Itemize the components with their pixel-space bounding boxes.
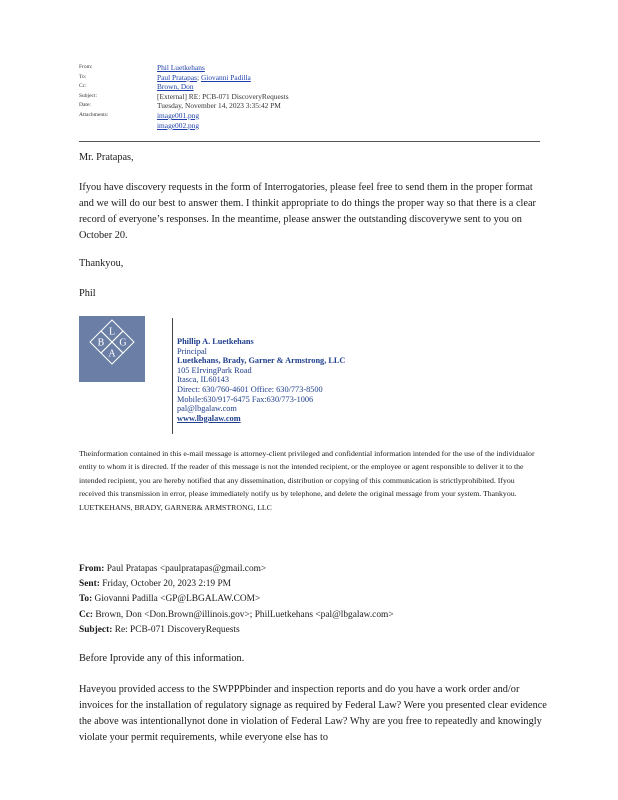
fwd-to-row: [79, 592, 549, 607]
logo-letter-l: L: [108, 326, 116, 338]
from-row: [79, 63, 539, 73]
header-divider: [79, 141, 540, 142]
attachments-label: Attachments:: [79, 111, 109, 118]
sig-firm: Luetkehans, Brady, Garner & Armstrong, LLC: [177, 356, 346, 366]
signature-block: [177, 337, 417, 423]
subject-row: [79, 92, 539, 102]
fwd-subject-value: Re: PCB-071 DiscoveryRequests: [114, 624, 240, 635]
sig-city: Itasca, IL60143: [177, 375, 230, 385]
greeting: Mr. Pratapas,: [79, 152, 134, 163]
fwd-to-value: Giovanni Padilla <GP@LBGALAW.COM>: [94, 594, 261, 605]
sig-phones-2: Mobile:630/917-6475 Fax:630/773-1006: [177, 394, 314, 404]
sig-email[interactable]: pal@lbgalaw.com: [177, 404, 237, 414]
attachments-row-2: [79, 121, 539, 131]
from-label: From:: [79, 64, 93, 70]
logo-letter-a: A: [108, 348, 116, 360]
cc-label: Cc:: [79, 83, 87, 90]
subject-label: Subject:: [79, 92, 98, 99]
sig-web-link[interactable]: www.lbgalaw.com: [177, 413, 241, 423]
sig-title: Principal: [177, 346, 207, 356]
lbga-diamond-icon: [79, 316, 145, 382]
signoff: Phil: [79, 288, 96, 299]
sig-phones: Direct: 630/760-4601 Office: 630/773-8500: [177, 384, 323, 394]
to-label: To:: [79, 73, 87, 80]
firm-logo: [79, 316, 145, 382]
to-row: [79, 73, 539, 83]
fwd-from-row: [79, 562, 549, 577]
logo-letter-b: B: [97, 337, 105, 349]
sig-name: Phillip A. Luetkehans: [177, 337, 254, 346]
from-link[interactable]: Phil Luetkehans: [157, 63, 205, 72]
sig-street: 105 EIrvingPark Road: [177, 365, 252, 375]
cc-link[interactable]: Brown, Don: [157, 82, 194, 92]
to-link-1[interactable]: Paul Pratapas: [157, 72, 198, 82]
fwd-to-label: To:: [79, 594, 93, 605]
fwd-sent-label: Sent:: [79, 579, 100, 590]
subject-value: [External] RE: PCB-071 DiscoveryRequests: [157, 91, 289, 101]
fwd-paragraph: Haveyou provided access to the SWPPPbinder and inspection reports and do you have a work order and/or invoices for the installation of regulatory signage as required by Federal Law? Were you presented clear evidence the above was intentionallynot done in violation of Federal Law? Why are you free to repeatedly and knowingly violate your permit requirements, while everyone else has to: [79, 684, 547, 743]
fwd-from-label: From:: [79, 564, 105, 574]
fwd-line-1: Before Iprovide any of this information.: [79, 653, 245, 664]
fwd-sent-row: [79, 577, 549, 592]
to-separator: ;: [197, 72, 200, 82]
fwd-subject-label: Subject:: [79, 624, 113, 635]
thanks: Thankyou,: [79, 258, 124, 269]
confidentiality-disclaimer: Theinformation contained in this e-mail message is attorney-client privileged and confidential information intended for the use of the individualor entity to whom it is directed. If the reader of this message is not the intended recipient, or the employee or agent responsible to deliver it to the intended recipient, you are hereby notified that any dissemination, distribution or copying of this communication is strictlyprohibited. Ifyou received this transmission in error, please immediately notify us by telephone, and delete the original message from your system. Thankyou. LUETKEHANS, BRADY, GARNER& ARMSTRONG, LLC: [79, 449, 535, 512]
cc-row: [79, 82, 539, 92]
attachment-1-link[interactable]: image001.png: [157, 110, 200, 120]
email-header: [79, 63, 539, 130]
date-value: Tuesday, November 14, 2023 3:35:42 PM: [157, 101, 281, 111]
fwd-cc-row: [79, 608, 549, 623]
attachment-2-link[interactable]: image002.png: [157, 120, 200, 130]
fwd-cc-value: Brown, Don <Don.Brown@illinois.gov>; PhilLuetkehans <pal@lbgalaw.com>: [95, 609, 394, 620]
message-paragraph: Ifyou have discovery requests in the form of Interrogatories, please feel free to send them in the proper format and we will do our best to answer them. I thinkit appropriate to do things the proper way so that there is a clear record of everyone’s responses. In the meantime, please answer the outstanding discoverywe sent to you on October 20.: [79, 182, 536, 241]
date-label: Date:: [79, 102, 91, 109]
logo-letter-g: G: [119, 337, 127, 349]
fwd-cc-label: Cc:: [79, 609, 94, 620]
to-link-2[interactable]: Giovanni Padilla: [200, 72, 251, 82]
fwd-sent-value: Friday, October 20, 2023 2:19 PM: [102, 579, 231, 590]
signature-divider: [172, 318, 173, 434]
fwd-from-value: Paul Pratapas <paulpratapas@gmail.com>: [106, 564, 267, 574]
forwarded-header: [79, 562, 549, 638]
fwd-subject-row: [79, 623, 549, 638]
attachments-row: [79, 111, 539, 121]
date-row: [79, 101, 539, 111]
